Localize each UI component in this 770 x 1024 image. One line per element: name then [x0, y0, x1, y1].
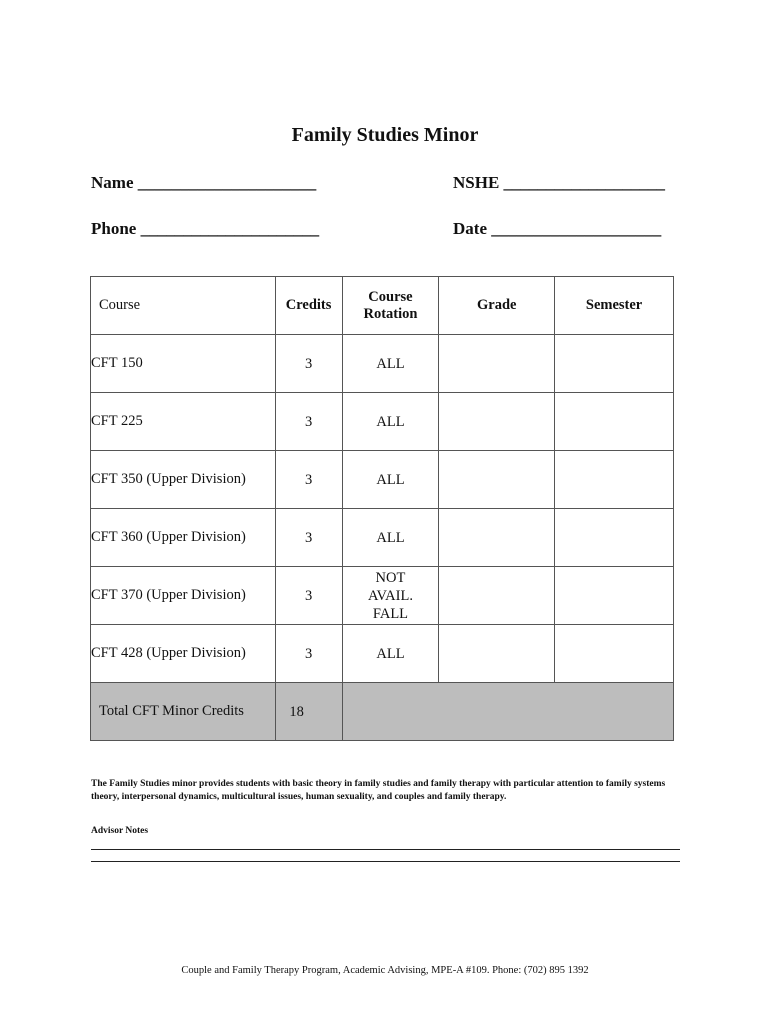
header-credits: Credits: [275, 277, 342, 335]
credits-cell: 3: [275, 509, 342, 567]
grade-cell[interactable]: [439, 509, 555, 567]
total-blank-cell: [342, 683, 673, 741]
semester-cell[interactable]: [555, 393, 674, 451]
header-semester: Semester: [555, 277, 674, 335]
rotation-cell: [342, 567, 439, 625]
table-row: [91, 567, 674, 625]
phone-field[interactable]: Phone _____________________: [91, 219, 320, 238]
footer-contact: Couple and Family Therapy Program, Academic Advising, MPE-A #109. Phone: (702) 895 1392: [181, 965, 589, 976]
course-cell: CFT 150: [91, 335, 276, 393]
rotation-cell: ALL: [342, 509, 439, 567]
credits-cell: 3: [275, 451, 342, 509]
table-row: [91, 335, 674, 393]
header-rotation-line1: Course: [368, 288, 413, 305]
header-rotation-line2: Rotation: [363, 305, 418, 322]
table-row: [91, 393, 674, 451]
total-label: Total CFT Minor Credits: [91, 683, 276, 741]
header-grade: Grade: [439, 277, 555, 335]
rotation-cell: ALL: [342, 335, 439, 393]
advisor-notes-label: Advisor Notes: [91, 826, 149, 836]
rotation-cell: ALL: [342, 451, 439, 509]
course-cell: CFT 350 (Upper Division): [91, 451, 276, 509]
rotation-line: FALL: [372, 605, 409, 622]
credits-cell: 3: [275, 393, 342, 451]
course-cell: CFT 428 (Upper Division): [91, 625, 276, 683]
advisor-notes-line[interactable]: [91, 861, 680, 862]
credits-cell: 3: [275, 625, 342, 683]
total-value: 18: [289, 703, 304, 720]
table-row: [91, 509, 674, 567]
grade-cell[interactable]: [439, 335, 555, 393]
page-title: Family Studies Minor: [291, 124, 479, 146]
credits-cell: 3: [275, 567, 342, 625]
advisor-notes-line[interactable]: [91, 849, 680, 850]
semester-cell[interactable]: [555, 567, 674, 625]
grade-cell[interactable]: [439, 567, 555, 625]
semester-cell[interactable]: [555, 335, 674, 393]
rotation-cell: ALL: [342, 393, 439, 451]
date-field[interactable]: Date ____________________: [453, 219, 662, 238]
course-cell: CFT 360 (Upper Division): [91, 509, 276, 567]
table-row: [91, 625, 674, 683]
course-table: [90, 276, 674, 741]
table-header-row: [91, 277, 674, 335]
total-cell: [275, 683, 342, 741]
rotation-cell: ALL: [342, 625, 439, 683]
semester-cell[interactable]: [555, 509, 674, 567]
header-course-rotation: [342, 277, 439, 335]
course-cell: CFT 225: [91, 393, 276, 451]
semester-cell[interactable]: [555, 451, 674, 509]
semester-cell[interactable]: [555, 625, 674, 683]
course-cell: CFT 370 (Upper Division): [91, 567, 276, 625]
header-course: Course: [91, 277, 276, 335]
minor-description: The Family Studies minor provides students with basic theory in family studies and family therapy with particular attention to family systems theory, interpersonal dynamics, multicultural issues, human sexuality, and couples and family therapy.: [91, 779, 666, 802]
table-row: [91, 451, 674, 509]
grade-cell[interactable]: [439, 625, 555, 683]
total-row: [91, 683, 674, 741]
grade-cell[interactable]: [439, 393, 555, 451]
rotation-line: AVAIL.: [367, 587, 413, 604]
name-field[interactable]: Name _____________________: [91, 173, 317, 192]
rotation-line: NOT: [375, 569, 406, 586]
nshe-field[interactable]: NSHE ___________________: [453, 173, 666, 192]
credits-cell: 3: [275, 335, 342, 393]
grade-cell[interactable]: [439, 451, 555, 509]
